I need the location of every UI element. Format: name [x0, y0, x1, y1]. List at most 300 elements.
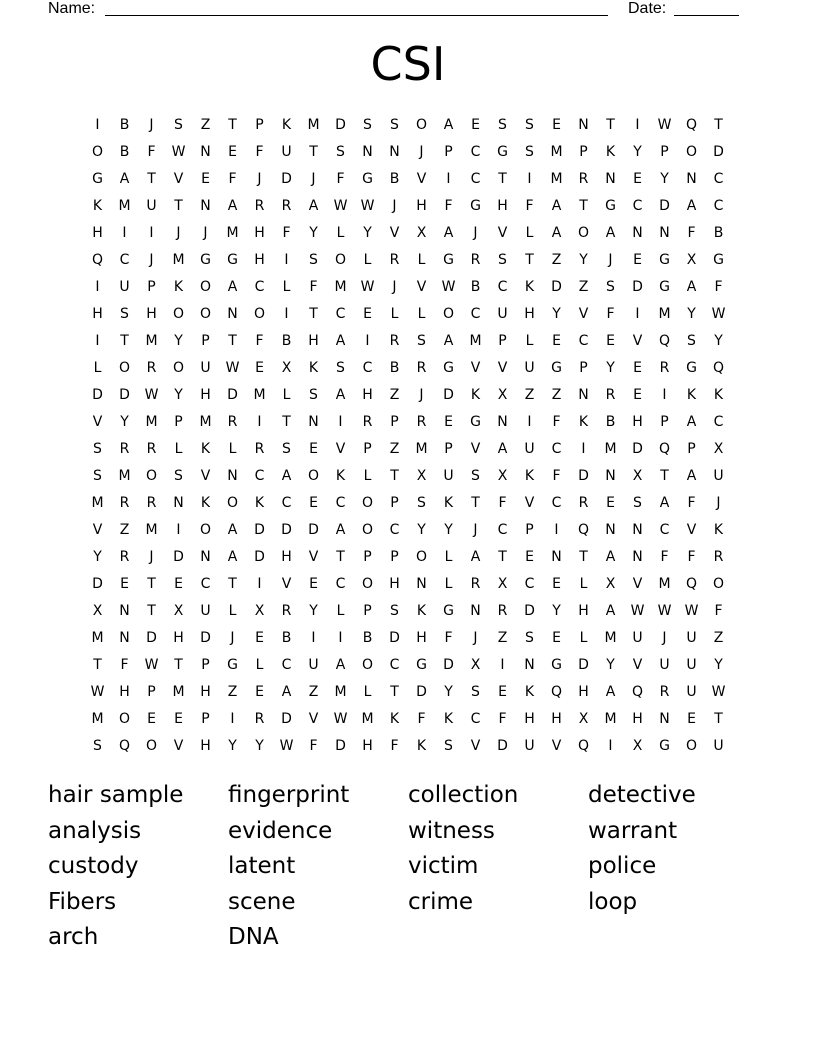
grid-letter: F	[444, 629, 453, 646]
grid-letter: T	[147, 602, 156, 619]
grid-letter: G	[227, 251, 238, 268]
grid-letter: U	[200, 359, 211, 376]
grid-letter: V	[92, 413, 103, 430]
grid-letter: F	[309, 737, 318, 754]
grid-letter: P	[255, 116, 264, 133]
grid-letter: U	[119, 278, 130, 295]
grid-letter: K	[254, 494, 265, 511]
grid-letter: T	[147, 575, 156, 592]
grid-letter: Z	[551, 251, 562, 268]
grid-letter: X	[632, 737, 643, 754]
grid-letter: C	[200, 575, 211, 592]
grid-letter: G	[200, 251, 211, 268]
grid-letter: X	[578, 710, 589, 727]
grid-letter: A	[551, 224, 562, 241]
grid-letter: A	[335, 386, 346, 403]
grid-letter: E	[174, 710, 183, 727]
grid-letter: W	[144, 656, 159, 673]
grid-letter: K	[470, 386, 481, 403]
grid-letter: E	[552, 332, 561, 349]
grid-letter: S	[606, 278, 615, 295]
grid-letter: Z	[389, 440, 400, 457]
grid-letter: Q	[577, 737, 590, 754]
grid-letter: S	[498, 116, 507, 133]
grid-letter: I	[122, 224, 127, 241]
grid-letter: G	[443, 359, 454, 376]
grid-letter: H	[578, 683, 589, 700]
grid-letter: K	[686, 386, 697, 403]
grid-letter: M	[469, 332, 482, 349]
grid-letter: E	[228, 143, 237, 160]
grid-letter: K	[200, 494, 211, 511]
grid-letter: R	[119, 440, 130, 457]
grid-letter: Y	[660, 170, 669, 187]
grid-letter: V	[173, 737, 184, 754]
grid-letter: W	[684, 602, 699, 619]
grid-letter: M	[199, 413, 212, 430]
grid-letter: K	[416, 737, 427, 754]
word-list-item: custody	[48, 853, 139, 879]
grid-letter: B	[362, 629, 373, 646]
grid-letter: S	[498, 251, 507, 268]
grid-letter: C	[389, 521, 400, 538]
grid-letter: J	[419, 386, 424, 403]
grid-letter: I	[446, 170, 451, 187]
grid-letter: Y	[255, 737, 264, 754]
grid-letter: O	[199, 521, 212, 538]
grid-letter: B	[605, 413, 616, 430]
grid-letter: L	[228, 602, 237, 619]
grid-letter: L	[444, 575, 453, 592]
grid-letter: C	[497, 278, 508, 295]
grid-letter: S	[390, 602, 399, 619]
grid-letter: J	[473, 224, 478, 241]
grid-letter: K	[524, 278, 535, 295]
word-list-item: latent	[228, 853, 296, 879]
grid-letter: O	[253, 305, 266, 322]
grid-letter: O	[199, 305, 212, 322]
page-title: CSI	[370, 37, 446, 91]
grid-letter: A	[443, 332, 454, 349]
grid-letter: I	[338, 413, 343, 430]
grid-letter: K	[308, 359, 319, 376]
grid-letter: H	[632, 413, 643, 430]
grid-letter: Q	[550, 683, 563, 700]
grid-letter: G	[443, 251, 454, 268]
grid-letter: D	[92, 386, 103, 403]
grid-letter: W	[144, 386, 159, 403]
grid-letter: N	[227, 305, 238, 322]
grid-letter: X	[497, 575, 508, 592]
grid-letter: E	[120, 575, 129, 592]
grid-letter: O	[685, 143, 698, 160]
grid-letter: E	[471, 116, 480, 133]
grid-letter: Z	[227, 683, 238, 700]
grid-letter: T	[309, 143, 318, 160]
grid-letter: D	[254, 521, 265, 538]
grid-letter: N	[200, 197, 211, 214]
grid-letter: E	[606, 494, 615, 511]
grid-letter: L	[390, 305, 399, 322]
grid-letter: A	[443, 116, 454, 133]
grid-letter: K	[416, 602, 427, 619]
grid-letter: N	[605, 521, 616, 538]
grid-letter: G	[470, 197, 481, 214]
grid-letter: E	[309, 575, 318, 592]
grid-letter: O	[226, 494, 239, 511]
grid-letter: B	[119, 116, 130, 133]
grid-letter: F	[390, 737, 399, 754]
grid-letter: J	[662, 629, 667, 646]
grid-letter: W	[711, 305, 726, 322]
grid-letter: C	[551, 494, 562, 511]
grid-letter: D	[200, 629, 211, 646]
grid-letter: T	[390, 683, 399, 700]
grid-letter: E	[606, 332, 615, 349]
grid-letter: V	[308, 710, 319, 727]
grid-letter: Y	[174, 386, 183, 403]
grid-letter: W	[171, 143, 186, 160]
grid-letter: A	[605, 548, 616, 565]
grid-letter: L	[336, 224, 345, 241]
grid-letter: Z	[497, 629, 508, 646]
name-label: Name:	[48, 0, 96, 17]
grid-letter: R	[227, 413, 238, 430]
grid-letter: D	[632, 440, 643, 457]
grid-letter: P	[147, 683, 156, 700]
grid-letter: N	[524, 656, 535, 673]
grid-letter: R	[389, 251, 400, 268]
grid-letter: S	[417, 494, 426, 511]
grid-letter: T	[498, 548, 507, 565]
word-list-item: detective	[588, 782, 696, 808]
grid-letter: N	[659, 710, 670, 727]
grid-letter: A	[686, 197, 697, 214]
grid-letter: Q	[685, 575, 698, 592]
grid-letter: Y	[93, 548, 102, 565]
word-list-item: Fibers	[48, 888, 117, 915]
grid-letter: K	[524, 467, 535, 484]
grid-letter: A	[308, 197, 319, 214]
grid-letter: Z	[200, 116, 211, 133]
grid-letter: T	[93, 656, 102, 673]
grid-letter: E	[525, 548, 534, 565]
grid-letter: Y	[579, 251, 588, 268]
grid-letter: L	[444, 548, 453, 565]
grid-letter: E	[687, 710, 696, 727]
grid-letter: M	[550, 170, 563, 187]
grid-letter: H	[497, 197, 508, 214]
grid-letter: D	[524, 602, 535, 619]
grid-letter: P	[579, 359, 588, 376]
grid-letter: O	[307, 467, 320, 484]
grid-letter: S	[471, 683, 480, 700]
grid-letter: C	[254, 467, 265, 484]
grid-letter: O	[199, 278, 212, 295]
grid-letter: J	[392, 197, 397, 214]
grid-letter: N	[119, 629, 130, 646]
grid-letter: T	[228, 575, 237, 592]
grid-letter: P	[687, 440, 696, 457]
grid-letter: H	[416, 197, 427, 214]
grid-letter: Y	[552, 305, 561, 322]
grid-letter: Z	[119, 521, 130, 538]
grid-letter: J	[257, 170, 262, 187]
grid-letter: J	[230, 629, 235, 646]
grid-letter: V	[632, 332, 643, 349]
grid-letter: U	[659, 656, 670, 673]
grid-letter: L	[363, 251, 372, 268]
grid-letter: Y	[120, 413, 129, 430]
grid-letter: W	[225, 359, 240, 376]
grid-letter: C	[713, 413, 724, 430]
grid-letter: T	[174, 197, 183, 214]
grid-letter: Z	[524, 386, 535, 403]
grid-letter: R	[416, 359, 427, 376]
grid-letter: X	[281, 359, 292, 376]
grid-letter: Y	[606, 359, 615, 376]
grid-letter: A	[686, 413, 697, 430]
grid-letter: D	[632, 278, 643, 295]
grid-letter: C	[362, 359, 373, 376]
grid-letter: V	[470, 359, 481, 376]
grid-letter: Y	[606, 656, 615, 673]
grid-letter: C	[254, 278, 265, 295]
grid-letter: F	[552, 413, 561, 430]
grid-letter: E	[552, 116, 561, 133]
grid-letter: S	[93, 737, 102, 754]
grid-letter: B	[119, 143, 130, 160]
grid-letter: M	[361, 710, 374, 727]
grid-letter: R	[146, 440, 157, 457]
grid-letter: E	[255, 683, 264, 700]
grid-letter: C	[713, 197, 724, 214]
grid-letter: P	[525, 521, 534, 538]
grid-letter: T	[498, 170, 507, 187]
grid-letter: A	[335, 332, 346, 349]
grid-letter: T	[471, 494, 480, 511]
grid-letter: L	[579, 575, 588, 592]
grid-letter: B	[281, 629, 292, 646]
grid-letter: I	[500, 656, 505, 673]
grid-letter: H	[362, 386, 373, 403]
word-list-item: crime	[408, 888, 474, 915]
grid-letter: P	[201, 656, 210, 673]
grid-letter: W	[657, 602, 672, 619]
grid-letter: O	[118, 359, 131, 376]
grid-letter: V	[470, 737, 481, 754]
grid-letter: D	[173, 548, 184, 565]
grid-letter: T	[390, 467, 399, 484]
grid-letter: L	[363, 467, 372, 484]
grid-letter: D	[551, 278, 562, 295]
grid-letter: G	[362, 170, 373, 187]
grid-letter: D	[416, 683, 427, 700]
grid-letter: I	[365, 332, 370, 349]
grid-letter: M	[145, 521, 158, 538]
grid-letter: Q	[685, 116, 698, 133]
grid-letter: U	[632, 629, 643, 646]
grid-letter: J	[311, 170, 316, 187]
grid-letter: X	[713, 440, 724, 457]
grid-letter: B	[470, 278, 481, 295]
grid-letter: H	[389, 575, 400, 592]
grid-letter: N	[389, 143, 400, 160]
grid-letter: E	[255, 359, 264, 376]
grid-letter: I	[635, 305, 640, 322]
grid-letter: H	[92, 224, 103, 241]
grid-letter: F	[336, 170, 345, 187]
grid-letter: A	[281, 467, 292, 484]
grid-letter: Y	[309, 224, 318, 241]
grid-letter: Q	[91, 251, 104, 268]
grid-letter: R	[578, 170, 589, 187]
grid-letter: B	[281, 332, 292, 349]
grid-letter: T	[282, 413, 291, 430]
grid-letter: S	[309, 386, 318, 403]
grid-letter: S	[633, 494, 642, 511]
grid-letter: F	[255, 332, 264, 349]
grid-letter: E	[444, 413, 453, 430]
grid-letter: O	[361, 521, 374, 538]
grid-letter: Y	[714, 656, 723, 673]
grid-letter: F	[255, 143, 264, 160]
grid-letter: V	[416, 278, 427, 295]
word-list-item: DNA	[228, 924, 279, 950]
grid-letter: V	[92, 521, 103, 538]
grid-letter: Z	[389, 386, 400, 403]
grid-letter: Y	[444, 521, 453, 538]
grid-letter: F	[309, 278, 318, 295]
grid-letter: Q	[658, 440, 671, 457]
word-list-item: evidence	[228, 817, 333, 844]
grid-letter: R	[146, 359, 157, 376]
grid-letter: K	[92, 197, 103, 214]
grid-letter: X	[686, 251, 697, 268]
grid-letter: D	[659, 197, 670, 214]
grid-letter: C	[389, 656, 400, 673]
grid-letter: Y	[687, 305, 696, 322]
grid-letter: I	[257, 413, 262, 430]
grid-letter: R	[119, 548, 130, 565]
grid-letter: G	[713, 251, 724, 268]
grid-letter: C	[119, 251, 130, 268]
grid-letter: J	[419, 143, 424, 160]
grid-letter: V	[686, 521, 697, 538]
grid-letter: M	[145, 332, 158, 349]
grid-letter: A	[335, 656, 346, 673]
grid-letter: A	[605, 224, 616, 241]
grid-letter: W	[279, 737, 294, 754]
grid-letter: E	[633, 386, 642, 403]
grid-letter: A	[605, 683, 616, 700]
grid-letter: V	[308, 548, 319, 565]
grid-letter: I	[527, 413, 532, 430]
grid-letter: H	[254, 224, 265, 241]
grid-letter: R	[416, 413, 427, 430]
grid-letter: J	[473, 521, 478, 538]
grid-letter: H	[92, 305, 103, 322]
grid-letter: N	[227, 467, 238, 484]
grid-letter: X	[497, 386, 508, 403]
grid-letter: H	[146, 305, 157, 322]
grid-letter: M	[91, 629, 104, 646]
grid-letter: F	[498, 494, 507, 511]
grid-letter: X	[497, 467, 508, 484]
grid-letter: H	[551, 710, 562, 727]
grid-letter: R	[119, 494, 130, 511]
grid-letter: Y	[174, 332, 183, 349]
grid-letter: P	[579, 143, 588, 160]
grid-letter: T	[606, 116, 615, 133]
grid-letter: Y	[552, 602, 561, 619]
grid-letter: H	[632, 710, 643, 727]
grid-letter: T	[120, 332, 129, 349]
grid-letter: T	[228, 116, 237, 133]
grid-letter: N	[470, 602, 481, 619]
grid-letter: M	[172, 251, 185, 268]
grid-letter: L	[525, 224, 534, 241]
grid-letter: R	[659, 683, 670, 700]
grid-letter: L	[417, 305, 426, 322]
grid-letter: C	[470, 170, 481, 187]
grid-letter: J	[392, 278, 397, 295]
grid-letter: R	[362, 413, 373, 430]
grid-letter: T	[579, 548, 588, 565]
grid-letter: A	[686, 278, 697, 295]
grid-letter: F	[525, 197, 534, 214]
grid-letter: U	[686, 683, 697, 700]
grid-letter: N	[605, 467, 616, 484]
grid-letter: G	[443, 602, 454, 619]
grid-letter: E	[309, 440, 318, 457]
grid-letter: C	[335, 575, 346, 592]
grid-letter: V	[632, 656, 643, 673]
grid-letter: L	[93, 359, 102, 376]
grid-letter: N	[659, 224, 670, 241]
grid-letter: L	[282, 278, 291, 295]
grid-letter: S	[687, 332, 696, 349]
grid-letter: D	[281, 521, 292, 538]
grid-letter: N	[497, 413, 508, 430]
grid-letter: G	[92, 170, 103, 187]
grid-letter: F	[687, 494, 696, 511]
grid-letter: C	[335, 494, 346, 511]
grid-letter: L	[525, 332, 534, 349]
grid-letter: S	[417, 332, 426, 349]
grid-letter: X	[605, 575, 616, 592]
grid-letter: O	[145, 467, 158, 484]
grid-letter: G	[551, 359, 562, 376]
grid-letter: M	[658, 575, 671, 592]
grid-letter: W	[90, 683, 105, 700]
grid-letter: H	[524, 305, 535, 322]
grid-letter: P	[444, 440, 453, 457]
grid-letter: H	[281, 548, 292, 565]
grid-letter: U	[713, 467, 724, 484]
grid-letter: S	[93, 467, 102, 484]
letter-grid	[84, 111, 732, 759]
grid-letter: I	[95, 116, 100, 133]
grid-letter: B	[389, 359, 400, 376]
grid-letter: A	[281, 683, 292, 700]
header-row	[48, 0, 748, 20]
grid-letter: D	[389, 629, 400, 646]
grid-letter: E	[633, 359, 642, 376]
grid-letter: F	[660, 548, 669, 565]
grid-letter: U	[524, 440, 535, 457]
grid-letter: G	[551, 656, 562, 673]
